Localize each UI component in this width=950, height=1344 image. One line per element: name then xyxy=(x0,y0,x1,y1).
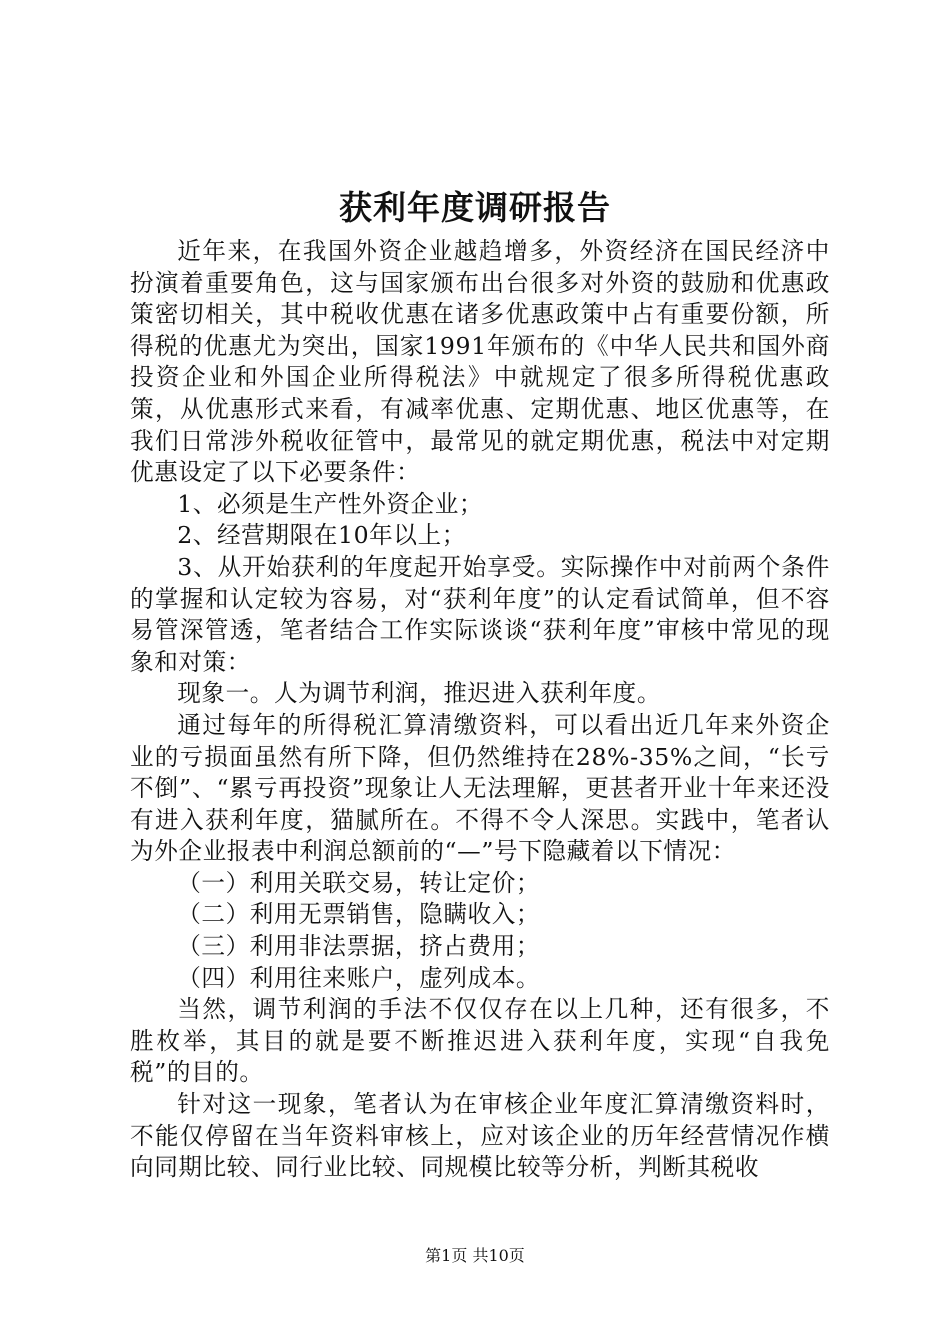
situation-item-3: （三）利用非法票据，挤占费用； xyxy=(177,932,541,961)
paragraph-intro: 近年来，在我国外资企业越趋增多，外资经济在国民经济中扮演着重要角色，这与国家颁布出台很多对外资的鼓励和优惠政策密切相关，其中税收优惠在诸多优惠政策中占有重要份额，所得税的优惠尤为突出，国家1991年颁布的《中华人民共和国外商投资企业和外国企业所得税法》中就规定了很多所得税优惠政策，从优惠形式来看，有减率优惠、定期优惠、地区优惠等，在我们日常涉外税收征管中，最常见的就定期优惠，税法中对定期优惠设定了以下必要条件： xyxy=(130,237,830,487)
condition-item-3: 3、从开始获利的年度起开始享受。实际操作中对前两个条件的掌握和认定较为容易，对“获利年度”的认定看试简单，但不容易管深管透，笔者结合工作实际谈谈“获利年度”审核中常见的现象和对策： xyxy=(130,552,830,676)
paragraph-conclusion: 当然，调节利润的手法不仅仅存在以上几种，还有很多，不胜枚举，其目的就是要不断推迟进入获利年度，实现“自我免税”的目的。 xyxy=(130,995,830,1087)
document-title: 获利年度调研报告 xyxy=(339,188,611,227)
paragraph-countermeasure: 针对这一现象，笔者认为在审核企业年度汇算清缴资料时，不能仅停留在当年资料审核上，应对该企业的历年经营情况作横向同期比较、同行业比较、同规模比较等分析，判断其税收 xyxy=(130,1090,830,1182)
condition-item-1: 1、必须是生产性外资企业； xyxy=(177,489,484,518)
page-footer: 第1页 共10页 xyxy=(425,1246,525,1265)
document-body xyxy=(130,236,830,1184)
paragraph-analysis: 通过每年的所得税汇算清缴资料，可以看出近几年来外资企业的亏损面虽然有所下降，但仍然维持在28%-35%之间，“长亏不倒”、“累亏再投资”现象让人无法理解，更甚者开业十年来还没有进入获利年度，猫腻所在。不得不令人深思。实践中，笔者认为外企业报表中利润总额前的“—”号下隐藏着以下情况： xyxy=(130,710,830,866)
situation-item-4: （四）利用往来账户，虚列成本。 xyxy=(177,963,541,992)
situation-item-2: （二）利用无票销售，隐瞒收入； xyxy=(177,900,541,929)
section-heading-phenomenon-1: 现象一。人为调节利润，推迟进入获利年度。 xyxy=(177,679,662,708)
situation-item-1: （一）利用关联交易，转让定价； xyxy=(177,868,541,897)
condition-item-2: 2、经营期限在10年以上； xyxy=(177,521,466,550)
